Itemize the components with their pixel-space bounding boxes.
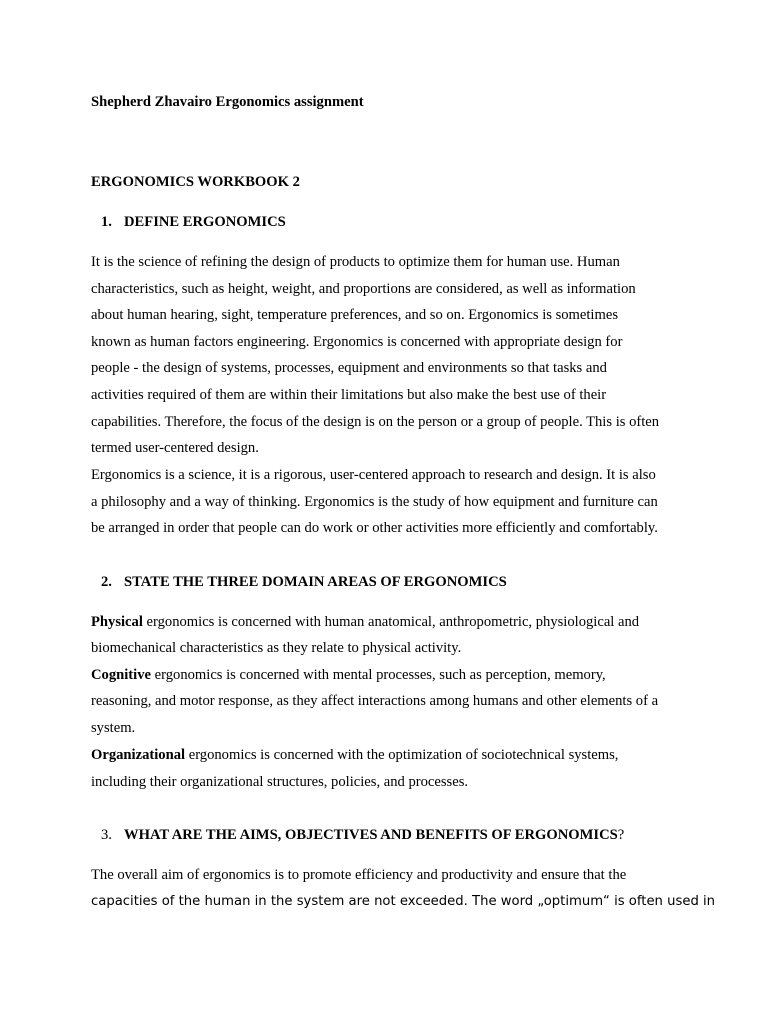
organizational-term: Organizational [91, 747, 186, 763]
physical-paragraph-line: biomechanical characteristics as they relate to physical activity. [91, 640, 462, 656]
section1-line: a philosophy and a way of thinking. Ergonomics is the study of how equipment and furniture can [91, 494, 658, 510]
section1-line: people - the design of systems, processes, equipment and environments so that tasks and [91, 360, 607, 376]
cognitive-text: ergonomics is concerned with mental processes, such as perception, memory, [151, 667, 606, 683]
section1-line: characteristics, such as height, weight, and proportions are considered, as well as information [91, 281, 636, 297]
organizational-paragraph-line [91, 746, 618, 764]
section2-number: 2. [101, 574, 112, 590]
section1-line: known as human factors engineering. Ergonomics is concerned with appropriate design for [91, 334, 623, 350]
organizational-text: ergonomics is concerned with the optimization of sociotechnical systems, [185, 747, 619, 763]
section1-heading: DEFINE ERGONOMICS [124, 214, 286, 230]
section1-line: termed user-centered design. [91, 440, 259, 456]
organizational-paragraph-line: including their organizational structures, policies, and processes. [91, 774, 469, 790]
section1-line: about human hearing, sight, temperature preferences, and so on. Ergonomics is sometimes [91, 307, 618, 323]
section1-line: be arranged in order that people can do work or other activities more efficiently and comfortably. [91, 520, 658, 536]
cognitive-paragraph-line: system. [91, 720, 136, 736]
physical-term: Physical [91, 614, 143, 630]
physical-text: ergonomics is concerned with human anatomical, anthropometric, physiological and [142, 614, 640, 630]
section2-heading: STATE THE THREE DOMAIN AREAS OF ERGONOMICS [124, 574, 507, 590]
workbook-title: ERGONOMICS WORKBOOK 2 [91, 174, 300, 190]
cognitive-paragraph-line: reasoning, and motor response, as they affect interactions among humans and other elements of a [91, 693, 659, 709]
section3-heading-suffix: ? [617, 827, 625, 843]
document-author-title: Shepherd Zhavairo Ergonomics assignment [91, 94, 364, 110]
section1-line: Ergonomics is a science, it is a rigorous, user-centered approach to research and design. It is also [91, 467, 656, 483]
section1-line: activities required of them are within their limitations but also make the best use of their [91, 387, 607, 403]
cognitive-paragraph-line [91, 666, 606, 684]
section1-line: It is the science of refining the design of products to optimize them for human use. Human [91, 254, 620, 270]
section1-line: capabilities. Therefore, the focus of the design is on the person or a group of people. This is often [91, 414, 660, 430]
physical-paragraph-line [91, 613, 639, 631]
section3-heading [124, 826, 624, 844]
section3-line: The overall aim of ergonomics is to promote efficiency and productivity and ensure that the [91, 867, 627, 883]
cognitive-term: Cognitive [91, 667, 151, 683]
section3-line: capacities of the human in the system are not exceeded. The word „optimum“ is often used in [91, 894, 716, 909]
section3-number: 3. [101, 827, 112, 843]
section3-heading-text: WHAT ARE THE AIMS, OBJECTIVES AND BENEFITS OF ERGONOMICS [124, 827, 618, 843]
section1-number: 1. [101, 214, 112, 230]
